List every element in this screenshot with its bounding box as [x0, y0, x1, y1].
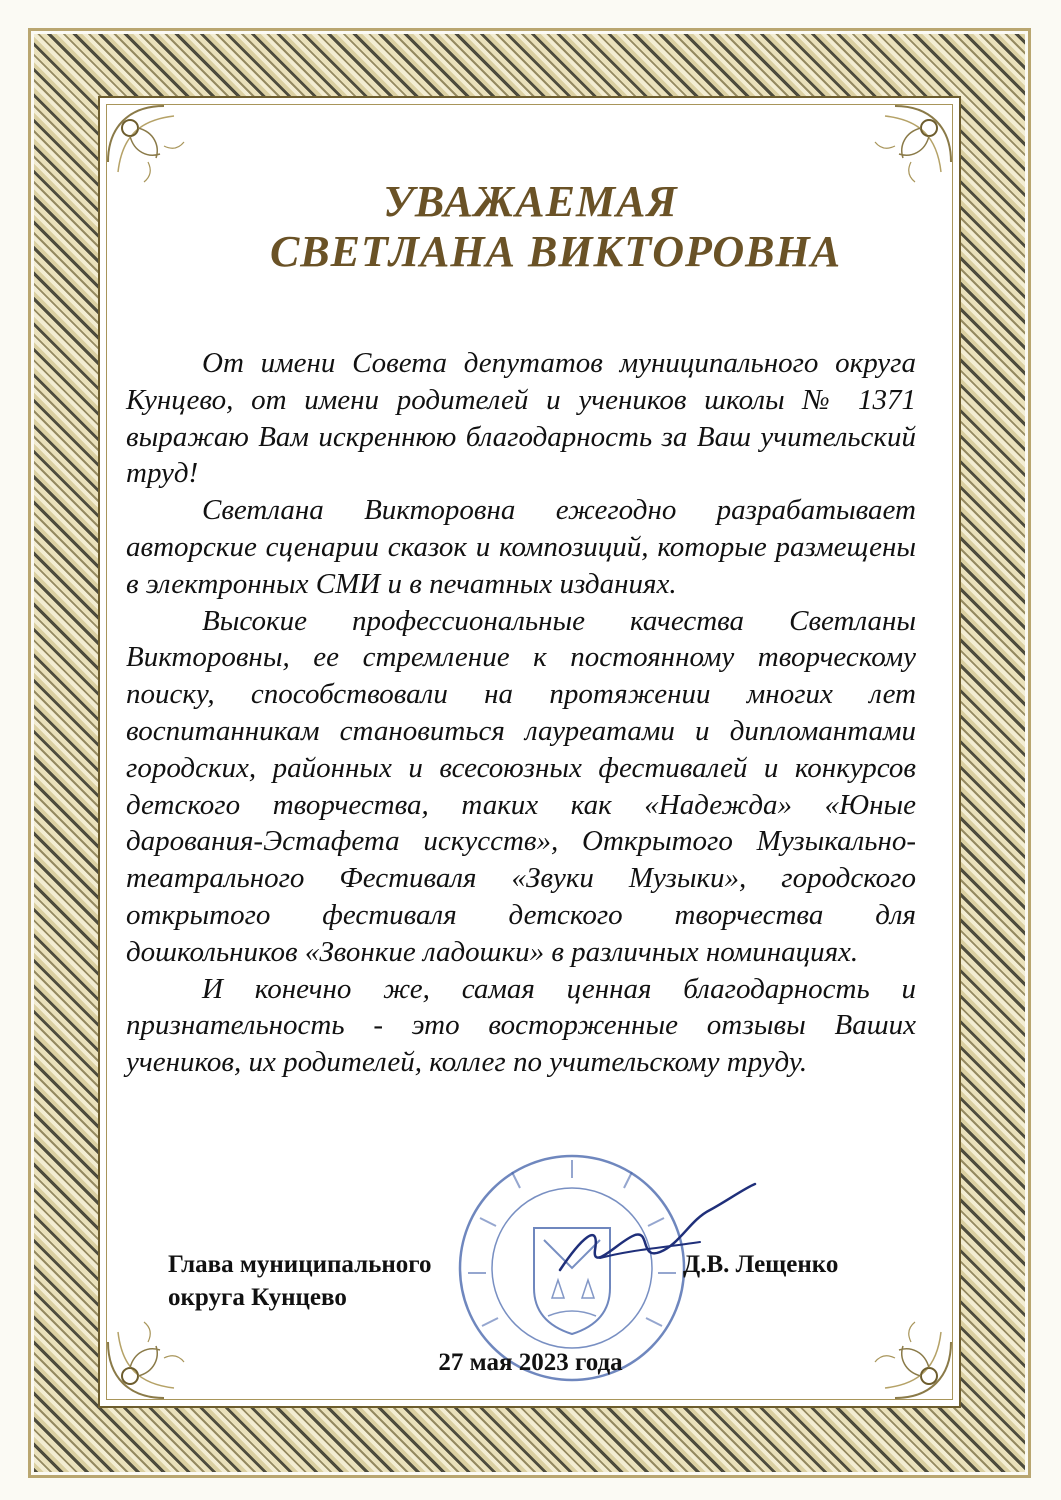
signatory-position-line: округа Кунцево — [168, 1284, 347, 1311]
body-paragraph: Высокие профессиональные качества Светланы Викторовны, ее стремление к постоянному творческому поиску, способствовали на протяжении многих лет воспитанникам становиться лауреатами и дипломантами городских, районных и всесоюзных фестивалей и конкурсов детского творчества, таких как «Надежда» «Юные дарования-Эстафета искусств», Открытого Музыкально-театрального Фестиваля «Звуки Музыки», городского открытого фестиваля детского творчества для дошкольников «Звонкие ладошки» в различных номинациях. — [126, 604, 916, 968]
signatory-name: Д.В. Лещенко — [683, 1251, 839, 1278]
document-date: 27 мая 2023 года — [438, 1349, 623, 1376]
salutation-line-2: СВЕТЛАНА ВИКТОРОВНА — [269, 227, 842, 276]
letter-body — [126, 345, 916, 1081]
body-paragraph: И конечно же, самая ценная благодарность и признательность - это восторженные отзывы Ваших учеников, их родителей, коллег по учительскому труду. — [126, 972, 916, 1079]
body-paragraph: От имени Совета депутатов муниципального округа Кунцево, от имени родителей и учеников школы № 1371 выражаю Вам искреннюю благодарность за Ваш учительский труд! — [126, 347, 916, 490]
signatory-position — [168, 1248, 518, 1314]
salutation-line-1: УВАЖАЕМАЯ — [383, 177, 678, 226]
signatory-position-line: Глава муниципального — [168, 1251, 432, 1278]
body-paragraph: Светлана Викторовна ежегодно разрабатывает авторские сценарии сказок и композиций, которые размещены в электронных СМИ и в печатных изданиях. — [126, 494, 916, 600]
